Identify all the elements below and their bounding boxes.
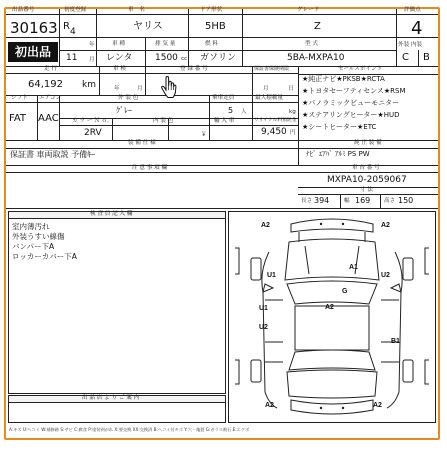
first-reg-month: 11 bbox=[66, 53, 78, 63]
body-type: 5HB bbox=[205, 21, 226, 32]
car-name-header: 車 名 bbox=[128, 7, 145, 13]
month-label: 月 bbox=[89, 57, 95, 63]
reg-no-header: 登 録 番 号 bbox=[180, 66, 208, 72]
sales-point: ★トヨタセーフティセンス★RSM bbox=[302, 87, 406, 95]
inspector-note: ロッカーカバー下A bbox=[12, 252, 77, 261]
warranty-header: 保証書保険期限 bbox=[254, 66, 290, 72]
inspection-year-label: 年 bbox=[114, 86, 120, 92]
grade-header: グレード bbox=[297, 7, 320, 13]
purpose: レンタ bbox=[106, 53, 133, 63]
fuel-header: 燃 料 bbox=[205, 41, 218, 47]
inspector-note: 外装うすい線傷 bbox=[12, 232, 65, 241]
standard-equip: ﾅﾋﾞ ｴｱﾊﾞ ｱﾙﾐ PS PW bbox=[306, 150, 370, 158]
door-type-header: ドア形状 bbox=[200, 7, 223, 13]
damage-legend: A:キズ U:ヘコミ W:補修跡 S:サビ C:腐食 P:塗装剥がれ X:要交換 XX:交換済 B:ヘコミ付キズ Y:穴・亀裂 G:ガラス飛石 E:エクボ bbox=[9, 427, 250, 432]
first-reg-header: 初度登録 bbox=[64, 7, 87, 13]
recycle-fee: 9,450 bbox=[261, 127, 287, 137]
chassis-no: MXPA10-2059067 bbox=[327, 175, 407, 185]
dim-length: 394 bbox=[314, 196, 330, 205]
max-load-unit: kg bbox=[289, 109, 296, 115]
equipment-header: 装 備 仕 様 bbox=[128, 140, 156, 146]
damage-mark: G bbox=[342, 288, 348, 295]
color-no-header: カ ラ ー Ｎ ｏ． bbox=[72, 118, 113, 124]
sales-points-list bbox=[302, 76, 436, 140]
damage-mark: B1 bbox=[391, 338, 400, 345]
lot-number: 30163 bbox=[10, 19, 58, 37]
damage-mark: U1 bbox=[259, 305, 268, 312]
lot-no-header: 出品番号 bbox=[12, 7, 35, 13]
sales-point: ★ステアリングヒーター★HUD bbox=[302, 111, 400, 119]
score: 4 bbox=[411, 18, 423, 39]
seats: 5 bbox=[228, 106, 234, 115]
damage-mark: U2 bbox=[381, 272, 390, 279]
inspection-month-label: 月 bbox=[137, 86, 143, 92]
first-listing-badge: 初出品 bbox=[8, 42, 58, 62]
seller-notes-box bbox=[8, 403, 226, 423]
grade: Z bbox=[314, 21, 321, 32]
seller-notes-header: 出 品 店 よ り ご 案 内 bbox=[82, 395, 140, 401]
hand-cursor-icon bbox=[160, 76, 178, 100]
year-label: 年 bbox=[89, 42, 95, 48]
inspection-header: 車 検 bbox=[113, 66, 126, 72]
damage-mark: A2 bbox=[325, 304, 334, 311]
mileage-header: 走 行 bbox=[44, 66, 57, 72]
mileage-unit: km bbox=[82, 80, 96, 90]
max-load-header: 最大積載量 bbox=[255, 95, 283, 101]
mileage: 64,192 bbox=[28, 79, 63, 90]
dimensions-header: 寸 法 bbox=[360, 187, 373, 193]
seats-header: 乗車定員 bbox=[212, 95, 235, 101]
inspector-note: 室内薄汚れ bbox=[12, 222, 50, 231]
model-code: 5BA-MXPA10 bbox=[287, 53, 345, 63]
damage-mark: A1 bbox=[349, 264, 358, 271]
recycle-header: リサイクル料預託金 bbox=[254, 118, 297, 123]
score-header: 評価点 bbox=[404, 7, 421, 13]
chassis-no-header: 車 台 番 号 bbox=[352, 165, 380, 171]
damage-mark: A2 bbox=[373, 402, 382, 409]
first-reg-era: R bbox=[63, 21, 70, 32]
interior-grade: B bbox=[423, 52, 430, 63]
int-color-header: 内 装 色 bbox=[153, 118, 174, 124]
aircon: AAC bbox=[38, 113, 59, 124]
sales-point: ★純正ナビ★PKSB★RCTA bbox=[302, 75, 385, 83]
dim-height: 150 bbox=[398, 196, 414, 205]
standard-equip-header: 純 正 装 備 bbox=[354, 140, 382, 146]
notes-header: 注 意 事 項 欄 bbox=[132, 165, 168, 171]
recycle-unit: 円 bbox=[290, 130, 296, 136]
damage-diagram bbox=[228, 211, 436, 423]
damage-mark: A2 bbox=[265, 402, 274, 409]
color-code: 2RV bbox=[84, 128, 102, 138]
ext-int-header: 外装 内装 bbox=[398, 42, 423, 48]
sales-point: ★シートヒーター★ETC bbox=[302, 123, 377, 131]
car-outline-diagram bbox=[229, 212, 435, 422]
equipment-line: 保証書 車両取説 予備ｷｰ bbox=[10, 150, 96, 159]
dim-width-label: 幅 bbox=[344, 198, 350, 204]
car-name: ヤリス bbox=[133, 21, 163, 32]
sales-points-header: セールスポイント bbox=[338, 66, 383, 72]
inspector-note: バンパー下A bbox=[12, 242, 55, 251]
fuel: ガソリン bbox=[200, 53, 237, 63]
displacement-header: 排 気 量 bbox=[155, 41, 176, 47]
inspector-notes-header: 検 査 員 記 入 欄 bbox=[90, 211, 133, 217]
ext-color: ｸﾞﾚｰ bbox=[116, 106, 132, 115]
sales-point: ★パノラミックビューモニター bbox=[302, 99, 400, 107]
damage-mark: U1 bbox=[267, 272, 276, 279]
purpose-header: 車 種 bbox=[112, 41, 125, 47]
displacement: 1500 bbox=[155, 53, 178, 63]
ext-color-header: 外 装 色 bbox=[118, 95, 139, 101]
shift: FAT bbox=[9, 113, 27, 124]
damage-mark: A2 bbox=[261, 222, 270, 229]
dim-height-label: 高さ bbox=[384, 198, 396, 204]
damage-mark: A2 bbox=[381, 222, 390, 229]
inspector-notes-box bbox=[8, 219, 226, 394]
first-reg-year: 4 bbox=[70, 27, 76, 37]
displacement-unit: cc bbox=[181, 56, 188, 62]
yen-mark: ￥ bbox=[201, 132, 207, 138]
exterior-grade: C bbox=[402, 52, 409, 63]
model-code-header: 型 式 bbox=[305, 41, 318, 47]
warranty-day-label: 日 bbox=[288, 86, 294, 92]
aircon-header: エアコン bbox=[39, 95, 62, 101]
dim-width: 169 bbox=[355, 196, 371, 205]
shift-header: シフト bbox=[11, 95, 28, 101]
damage-mark: U2 bbox=[259, 324, 268, 331]
warranty-month-label: 月 bbox=[263, 86, 269, 92]
seats-unit: 人 bbox=[241, 109, 247, 115]
import-header: 輸 入 車 bbox=[214, 118, 235, 124]
dim-length-label: 長さ bbox=[301, 198, 313, 204]
